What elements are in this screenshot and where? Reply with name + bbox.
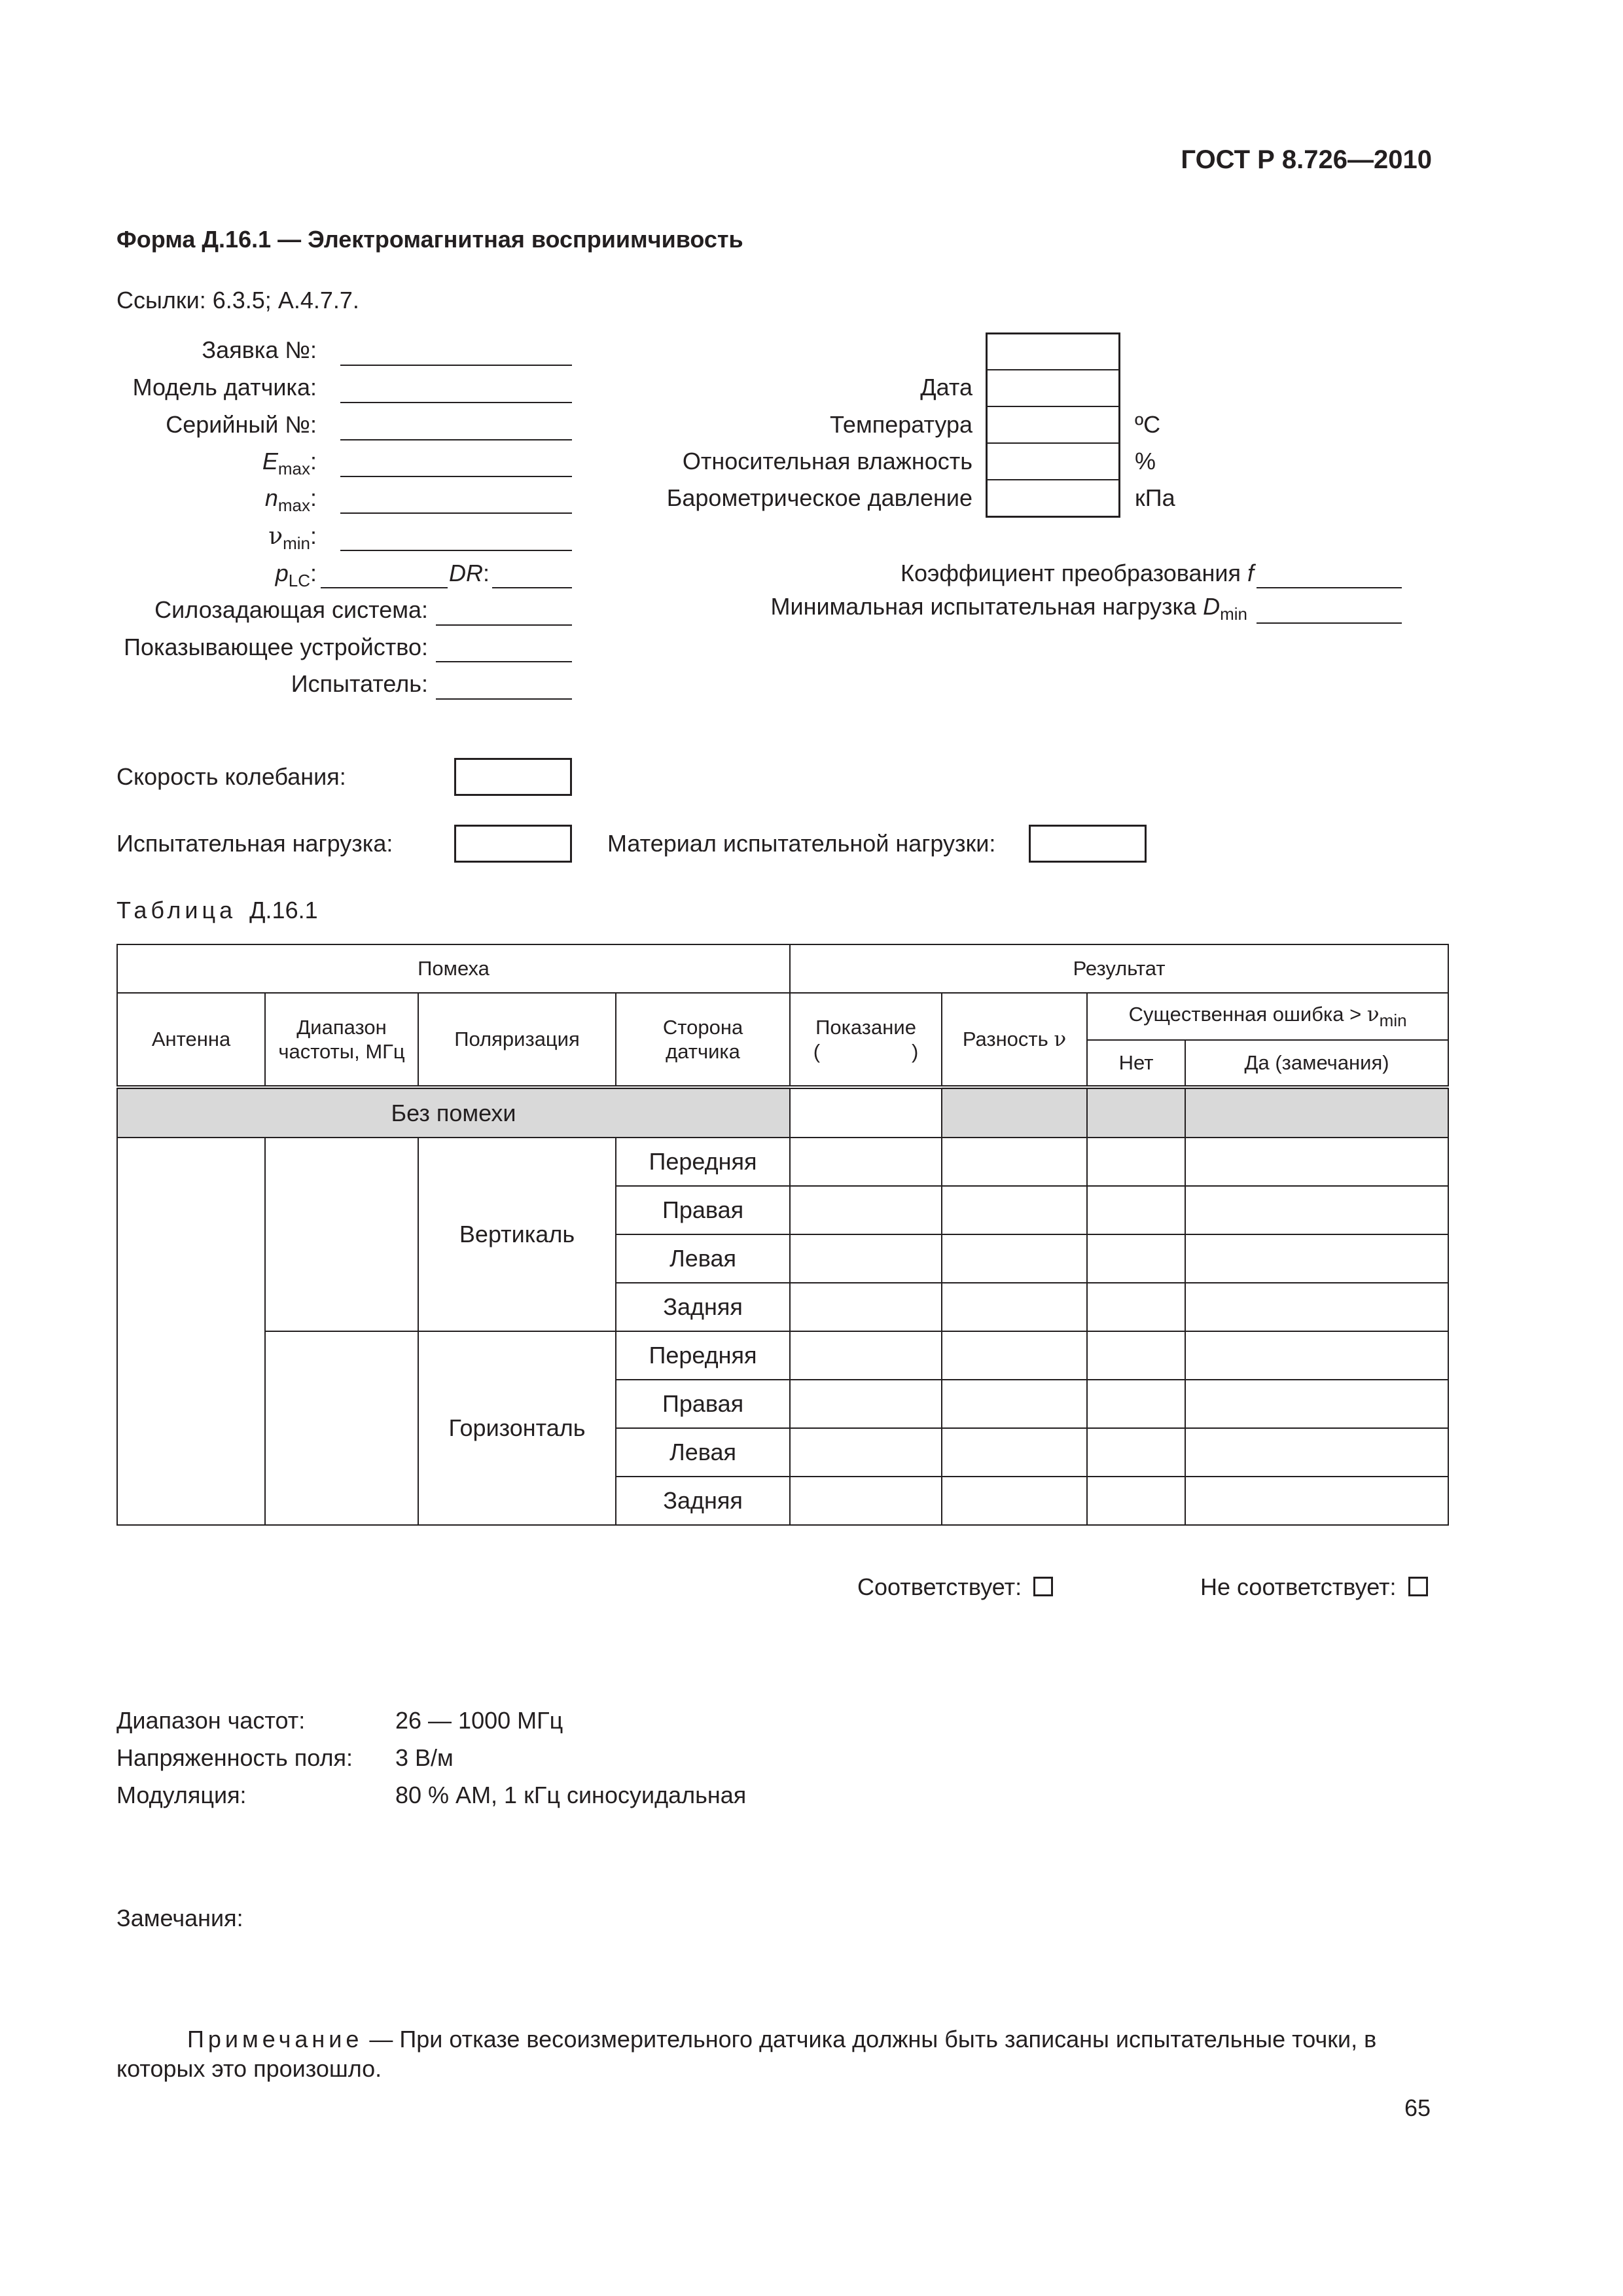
interference-header: Помеха [117,944,790,993]
table-cell[interactable] [942,1380,1087,1428]
vibration-speed-label: Скорость колебания: [116,763,346,790]
form-title: Форма Д.16.1 — Электромагнитная восприимчивость [116,226,743,253]
polarization-horizontal: Горизонталь [418,1331,616,1525]
table-cell[interactable] [942,1283,1087,1331]
conditions-box [986,332,1120,518]
freq-range-cell[interactable] [265,1138,418,1331]
remarks-label: Замечания: [116,1905,243,1931]
model-field[interactable] [340,402,572,403]
dr-label: DR: [449,560,490,586]
vmin-field[interactable] [340,550,572,551]
indicator-label: Показывающее устройство: [124,634,428,660]
significant-error-header: Существенная ошибка > $\nu_{min}$ [1087,993,1448,1040]
nmax-label: $n_{max}$: [264,484,317,515]
table-cell[interactable] [790,1087,942,1138]
test-load-field[interactable] [454,825,572,863]
table-cell[interactable] [942,1331,1087,1380]
note-line-1: Примечание — При отказе весоизмерительного датчика должны быть записаны испытательные точки, в [187,2026,1377,2053]
document-header: ГОСТ Р 8.726—2010 [1181,145,1432,174]
vibration-speed-field[interactable] [454,758,572,796]
difference-header: Разность ν [942,993,1087,1087]
conditions-divider [986,406,1120,407]
humidity-label: Относительная влажность [682,448,972,475]
table-cell[interactable] [1185,1380,1448,1428]
side-right: Правая [616,1186,790,1234]
tester-label: Испытатель: [291,670,428,697]
freq-range-cell[interactable] [265,1331,418,1525]
force-system-field[interactable] [436,624,572,626]
conversion-field[interactable] [1257,587,1402,588]
side-left: Левая [616,1428,790,1477]
conversion-label: Коэффициент преобразования f [900,560,1254,586]
min-load-label: Минимальная испытательная нагрузка $D_{min}$ [770,593,1247,624]
table-cell[interactable] [790,1331,942,1380]
table-cell[interactable] [942,1138,1087,1186]
freq-range-header: Диапазон частоты, МГц [265,993,418,1087]
table-caption: Таблица Д.16.1 [116,897,318,924]
request-label: Заявка №: [202,336,317,363]
conforms-label: Соответствует: [857,1573,1053,1601]
pressure-label: Барометрическое давление [666,484,972,511]
test-load-label: Испытательная нагрузка: [116,830,393,857]
indicator-field[interactable] [436,661,572,662]
antenna-cell[interactable] [117,1138,265,1525]
antenna-header: Антенна [117,993,265,1087]
freq-range-label: Диапазон частот: [116,1707,306,1734]
temperature-label: Температура [829,411,972,438]
table-cell[interactable] [942,1234,1087,1283]
table-cell[interactable] [1185,1428,1448,1477]
note-line-2: которых это произошло. [116,2055,382,2082]
request-field[interactable] [340,365,572,366]
table-cell [942,1087,1087,1138]
table-cell[interactable] [942,1186,1087,1234]
no-header: Нет [1087,1040,1185,1087]
conditions-divider [986,442,1120,444]
test-table [116,944,1449,1526]
references: Ссылки: 6.3.5; А.4.7.7. [116,287,359,314]
test-load-material-label: Материал испытательной нагрузки: [607,830,996,857]
field-strength-value: 3 В/м [395,1744,454,1771]
plc-label: $p_{LC}$: [275,560,317,590]
table-cell[interactable] [790,1380,942,1428]
dr-field[interactable] [492,587,572,588]
min-load-field[interactable] [1257,622,1402,624]
table-cell[interactable] [790,1283,942,1331]
modulation-value: 80 % АМ, 1 кГц синосуидальная [395,1782,747,1808]
side-left: Левая [616,1234,790,1283]
table-cell[interactable] [790,1234,942,1283]
polarization-vertical: Вертикаль [418,1138,616,1331]
not-conforms-checkbox[interactable] [1408,1577,1428,1596]
table-cell[interactable] [1087,1186,1185,1234]
table-cell [1087,1087,1185,1138]
nmax-field[interactable] [340,512,572,514]
serial-field[interactable] [340,439,572,440]
table-cell[interactable] [1185,1138,1448,1186]
emax-field[interactable] [340,476,572,477]
date-label: Дата [920,374,972,401]
table-cell[interactable] [1087,1234,1185,1283]
table-cell[interactable] [790,1138,942,1186]
pressure-unit: кПа [1135,484,1175,511]
table-cell[interactable] [1087,1331,1185,1380]
humidity-unit: % [1135,448,1156,475]
modulation-label: Модуляция: [116,1782,247,1808]
table-cell[interactable] [1087,1283,1185,1331]
conditions-divider [986,369,1120,370]
emax-label: $E_{max}$: [262,448,317,478]
table-cell[interactable] [1087,1477,1185,1525]
no-interference-row: Без помехи [117,1087,790,1138]
side-back: Задняя [616,1283,790,1331]
table-cell[interactable] [1185,1331,1448,1380]
serial-label: Серийный №: [166,411,317,438]
reading-header: Показание ( ) [790,993,942,1087]
yes-header: Да (замечания) [1185,1040,1448,1087]
conforms-checkbox[interactable] [1033,1577,1053,1596]
side-back: Задняя [616,1477,790,1525]
side-right: Правая [616,1380,790,1428]
table-cell[interactable] [790,1428,942,1477]
conditions-divider [986,479,1120,480]
not-conforms-label: Не соответствует: [1200,1573,1428,1601]
table-cell[interactable] [790,1477,942,1525]
table-cell[interactable] [1087,1428,1185,1477]
vmin-label: $\nu_{min}$: [268,522,317,553]
side-front: Передняя [616,1331,790,1380]
side-front: Передняя [616,1138,790,1186]
freq-range-value: 26 — 1000 МГц [395,1707,563,1734]
result-header: Результат [790,944,1448,993]
table-cell[interactable] [942,1428,1087,1477]
field-strength-label: Напряженность поля: [116,1744,353,1771]
test-load-material-field[interactable] [1029,825,1147,863]
table-cell[interactable] [1185,1186,1448,1234]
table-cell[interactable] [1087,1138,1185,1186]
tester-field[interactable] [436,698,572,700]
table-cell[interactable] [942,1477,1087,1525]
sensor-side-header: Сторона датчика [616,993,790,1087]
table-cell [1185,1087,1448,1138]
force-system-label: Силозадающая система: [154,596,428,623]
polarization-header: Поляризация [418,993,616,1087]
table-cell[interactable] [1087,1380,1185,1428]
plc-field[interactable] [321,587,448,588]
table-cell[interactable] [1185,1477,1448,1525]
page-number: 65 [1404,2094,1431,2121]
table-cell[interactable] [1185,1283,1448,1331]
table-cell[interactable] [790,1186,942,1234]
temperature-unit: ºC [1135,411,1161,438]
table-cell[interactable] [1185,1234,1448,1283]
model-label: Модель датчика: [132,374,317,401]
